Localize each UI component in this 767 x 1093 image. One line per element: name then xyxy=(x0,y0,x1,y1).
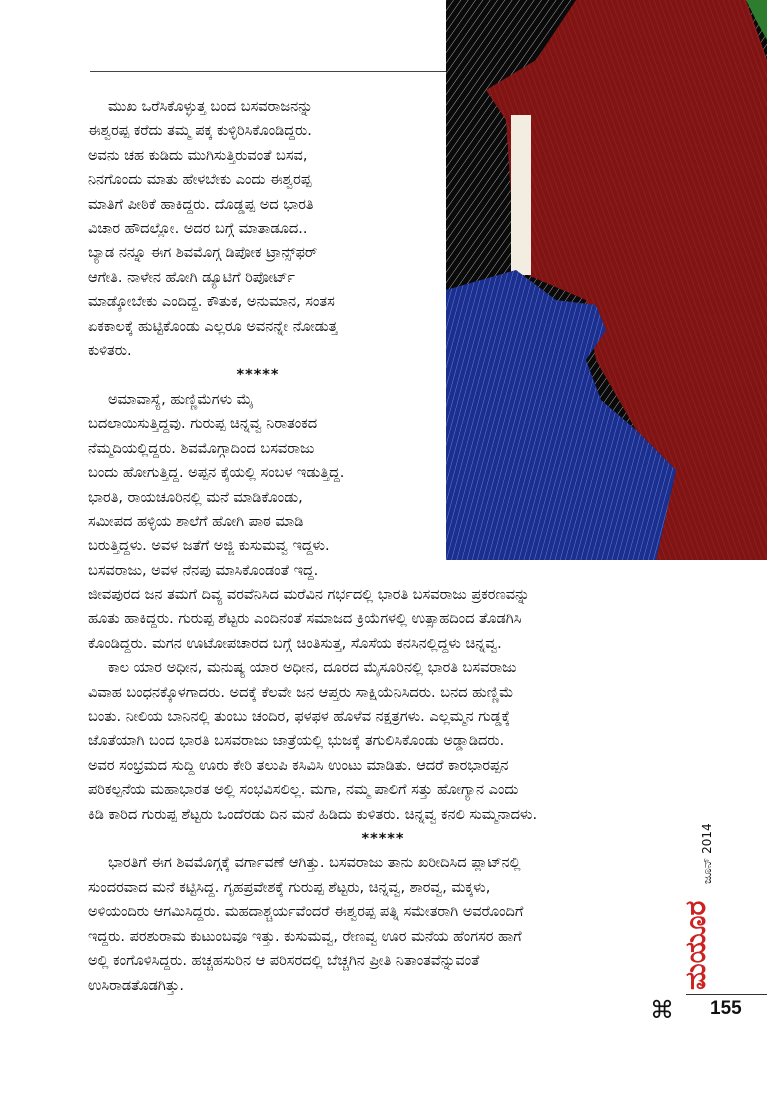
section-break: ***** xyxy=(361,831,405,848)
text-line: ಏಕಕಾಲಕ್ಕೆ ಹುಟ್ಟಿಕೊಂಡು ಎಲ್ಲರೂ ಅವನನ್ನೇ ನೋಡುತ್ತ xyxy=(88,318,338,335)
text-line: ಜೀವಪುರದ ಜನ ತಮಗೆ ದಿವ್ಯ ವರವೆನಿಸಿದ ಮರೆವಿನ ಗರ್ಭದಲ್ಲಿ ಭಾರತಿ ಬಸವರಾಜು ಪ್ರಕರಣವನ್ನು xyxy=(88,587,530,603)
text-line: ಬರುತ್ತಿದ್ದಳು. ಅವಳ ಜತೆಗೆ ಅಜ್ಜಿ ಕುಸುಮವ್ವ ಇದ್ದಳು. xyxy=(88,538,330,555)
story-illustration xyxy=(446,0,767,560)
text-line: ಕಾಲ ಯಾರ ಅಧೀನ, ಮನುಷ್ಯ ಯಾರ ಅಧೀನ, ದೂರದ ಮೈಸೂರಿನಲ್ಲಿ ಭಾರತಿ ಬಸವರಾಜು xyxy=(108,660,517,677)
text-line: ಸುಂದರವಾದ ಮನೆ ಕಟ್ಟಿಸಿದ್ದ. ಗೃಹಪ್ರವೇಶಕ್ಕೆ ಗುರುಪ್ಪ ಶೆಟ್ಟರು, ಚಿನ್ನವ್ವ, ಶಾರವ್ವ, ಮಕ್ಕಳು, xyxy=(88,879,491,896)
masthead-svg xyxy=(678,806,718,1006)
text-line: ಹೂತು ಹಾಕಿದ್ದರು. ಗುರುಪ್ಪ ಶೆಟ್ಟರು ಎಂದಿನಂತೆ ಸಮಾಜದ ಕ್ರಿಯೆಗಳಲ್ಲಿ ಉತ್ಸಾಹದಿಂದ ತೊಡಗಿಸಿ xyxy=(88,611,522,628)
text-line: ಬಂದು ಹೋಗುತ್ತಿದ್ದ. ಅಪ್ಪನ ಕೈಯಲ್ಲಿ ಸಂಬಳ ಇಡುತ್ತಿದ್ದ. xyxy=(88,465,345,482)
text-line: ಬಂತು. ನೀಲಿಯ ಬಾನಿನಲ್ಲಿ ತುಂಬು ಚಂದಿರ, ಫಳಫಳ ಹೊಳೆವ ನಕ್ಷತ್ರಗಳು. ಎಲ್ಲಮ್ಮನ ಗುಡ್ಡಕ್ಕೆ xyxy=(88,709,511,726)
page-number: 155 xyxy=(710,998,742,1019)
text-line: ಮಾಡ್ಕೋಬೇಕು ಎಂದಿದ್ದ. ಕೌತುಕ, ಅನುಮಾನ, ಸಂತಸ xyxy=(88,294,335,311)
text-line: ಅಳಿಯಂದಿರು ಆಗಮಿಸಿದ್ದರು. ಮಹದಾಶ್ಚರ್ಯವೆಂದರೆ ಈಶ್ವರಪ್ಪ ಪತ್ನಿ ಸಮೇತರಾಗಿ ಅವರೊಂದಿಗೆ xyxy=(88,904,524,921)
magazine-title: ಮಯೂರ xyxy=(679,900,712,990)
text-line: ಉಸಿರಾಡತೊಡಗಿತ್ತು. xyxy=(88,977,184,994)
illustration-artwork xyxy=(446,0,767,560)
doorway-light xyxy=(511,115,531,275)
text-line: ಅವನು ಚಹ ಕುಡಿದು ಮುಗಿಸುತ್ತಿರುವಂತೆ ಬಸವ, xyxy=(88,147,308,164)
command-glyph-icon: ⌘ xyxy=(650,996,674,1024)
text-line: ವಿವಾಹ ಬಂಧನಕ್ಕೊಳಗಾದರು. ಅದಕ್ಕೆ ಕೆಲವೇ ಜನ ಆಪ್ತರು ಸಾಕ್ಷಿಯೆನಿಸಿದರು. ಬನದ ಹುಣ್ಣಿಮೆ xyxy=(88,684,514,701)
text-line: ಮಾತಿಗೆ ಪೀಠಿಕೆ ಹಾಕಿದ್ದರು. ದೊಡ್ಡಪ್ಪ ಅದ ಭಾರತಿ xyxy=(88,196,314,213)
text-line: ಭಾರತಿಗೆ ಈಗ ಶಿವಮೊಗ್ಗಕ್ಕೆ ವರ್ಗಾವಣೆ ಆಗಿತ್ತು. ಬಸವರಾಜು ತಾನು ಖರೀದಿಸಿದ ಪ್ಲಾಟ್‌ನಲ್ಲಿ xyxy=(108,855,521,872)
text-line: ಅವರ ಸಂಭ್ರಮದ ಸುದ್ದಿ ಊರು ಕೇರಿ ತಲುಪಿ ಕಸಿವಿಸಿ ಉಂಟು ಮಾಡಿತು. ಆದರೆ ಕಾರಭಾರಪ್ಪನ xyxy=(88,757,509,774)
issue-date: ಜೂನ್ 2014 xyxy=(700,823,714,884)
text-line: ಕಿಡಿ ಕಾರಿದ ಗುರುಪ್ಪ ಶೆಟ್ಟರು ಒಂದೆರಡು ದಿನ ಮನೆ ಹಿಡಿದು ಕುಳಿತರು. ಚಿನ್ನವ್ವ ಕನಲಿ ಸುಮ್ಮನಾದಳು. xyxy=(88,806,538,823)
text-line: ನಿನಗೊಂದು ಮಾತು ಹೇಳಬೇಕು ಎಂದು ಈಶ್ವರಪ್ಪ xyxy=(88,172,312,189)
text-line: ಬಸವರಾಜು, ಅವಳ ನೆನಪು ಮಾಸಿಕೊಂಡಂತೆ ಇದ್ದ. xyxy=(88,562,319,579)
text-line: ಬದಲಾಯಿಸುತ್ತಿದ್ದವು. ಗುರುಪ್ಪ ಚಿನ್ನವ್ವ ನಿರಾತಂಕದ xyxy=(88,416,318,433)
text-line: ಪರಿಕಲ್ಪನೆಯ ಮಹಾಭಾರತ ಅಲ್ಲಿ ಸಂಭವಿಸಲಿಲ್ಲ. ಮಗಾ, ನಮ್ಮ ಪಾಲಿಗೆ ಸತ್ತು ಹೋಗ್ಯಾನ ಎಂದು xyxy=(88,782,519,799)
section-break: ***** xyxy=(236,367,280,384)
footer-rule xyxy=(686,994,767,995)
top-rule xyxy=(90,71,446,72)
text-line: ಅಮಾವಾಸ್ಯೆ, ಹುಣ್ಣಿಮೆಗಳು ಮೈ xyxy=(108,391,254,408)
text-line: ಈಶ್ವರಪ್ಪ ಕರೆದು ತಮ್ಮ ಪಕ್ಕ ಕುಳ್ಳಿರಿಸಿಕೊಂಡಿದ್ದರು. xyxy=(88,123,312,140)
text-line: ಸಮೀಪದ ಹಳ್ಳಿಯ ಶಾಲೆಗೆ ಹೋಗಿ ಪಾಠ ಮಾಡಿ xyxy=(88,513,304,530)
text-line: ಕೊಂಡಿದ್ದರು. ಮಗನ ಊಟೋಪಚಾರದ ಬಗ್ಗೆ ಚಿಂತಿಸುತ್ತ, ಸೊಸೆಯ ಕನಸಿನಲ್ಲಿದ್ದಳು ಚಿನ್ನವ್ವ. xyxy=(88,635,502,652)
text-line: ನೆಮ್ಮದಿಯಲ್ಲಿದ್ದರು. ಶಿವಮೊಗ್ಗಾದಿಂದ ಬಸವರಾಜು xyxy=(88,440,315,457)
text-line: ವಿಚಾರ ಹೌದಲ್ಲೋ. ಅದರ ಬಗ್ಗೆ ಮಾತಾಡೂದ.. xyxy=(88,221,308,238)
text-line: ಆಗೇತಿ. ನಾಳೇನ ಹೋಗಿ ಡ್ಯೂಟಿಗೆ ರಿಪೋರ್ಟ್ xyxy=(88,269,295,286)
text-line: ಅಲ್ಲಿ ಕಂಗೊಳಿಸಿದ್ದರು. ಹಚ್ಚಹಸುರಿನ ಆ ಪರಿಸರದಲ್ಲಿ ಬೆಚ್ಚಗಿನ ಪ್ರೀತಿ ನಿತಾಂತವೆನ್ನುವಂತೆ xyxy=(88,953,480,970)
text-line: ಮುಖ ಒರೆಸಿಕೊಳ್ಳುತ್ತ ಬಂದ ಬಸವರಾಜನನ್ನು xyxy=(108,99,313,115)
wide-column xyxy=(88,583,678,998)
text-line: ಭಾರತಿ, ರಾಯಚೂರಿನಲ್ಲಿ ಮನೆ ಮಾಡಿಕೊಂಡು, xyxy=(88,489,303,506)
text-line: ಇದ್ದರು. ಪರಶುರಾಮ ಕುಟುಂಬವೂ ಇತ್ತು. ಕುಸುಮವ್ವ, ರೇಣವ್ವ ಊರ ಮನೆಯ ಹೆಂಗಸರ ಹಾಗೆ xyxy=(88,928,522,945)
text-line: ಜೊತೆಯಾಗಿ ಬಂದ ಭಾರತಿ ಬಸವರಾಜು ಜಾತ್ರೆಯಲ್ಲಿ ಭುಜಕ್ಕೆ ತಗುಲಿಸಿಕೊಂಡು ಅಡ್ಡಾಡಿದರು. xyxy=(88,733,505,750)
text-line: ಕುಳಿತರು. xyxy=(88,343,132,360)
text-line: ಬ್ಯಾಡ ನನ್ನೂ ಈಗ ಶಿವಮೊಗ್ಗ ಡಿಪೋಕ ಟ್ರಾನ್ಸ್‌ಫರ್ xyxy=(88,245,318,262)
vertical-masthead xyxy=(678,806,718,1006)
narrow-column xyxy=(88,95,428,583)
